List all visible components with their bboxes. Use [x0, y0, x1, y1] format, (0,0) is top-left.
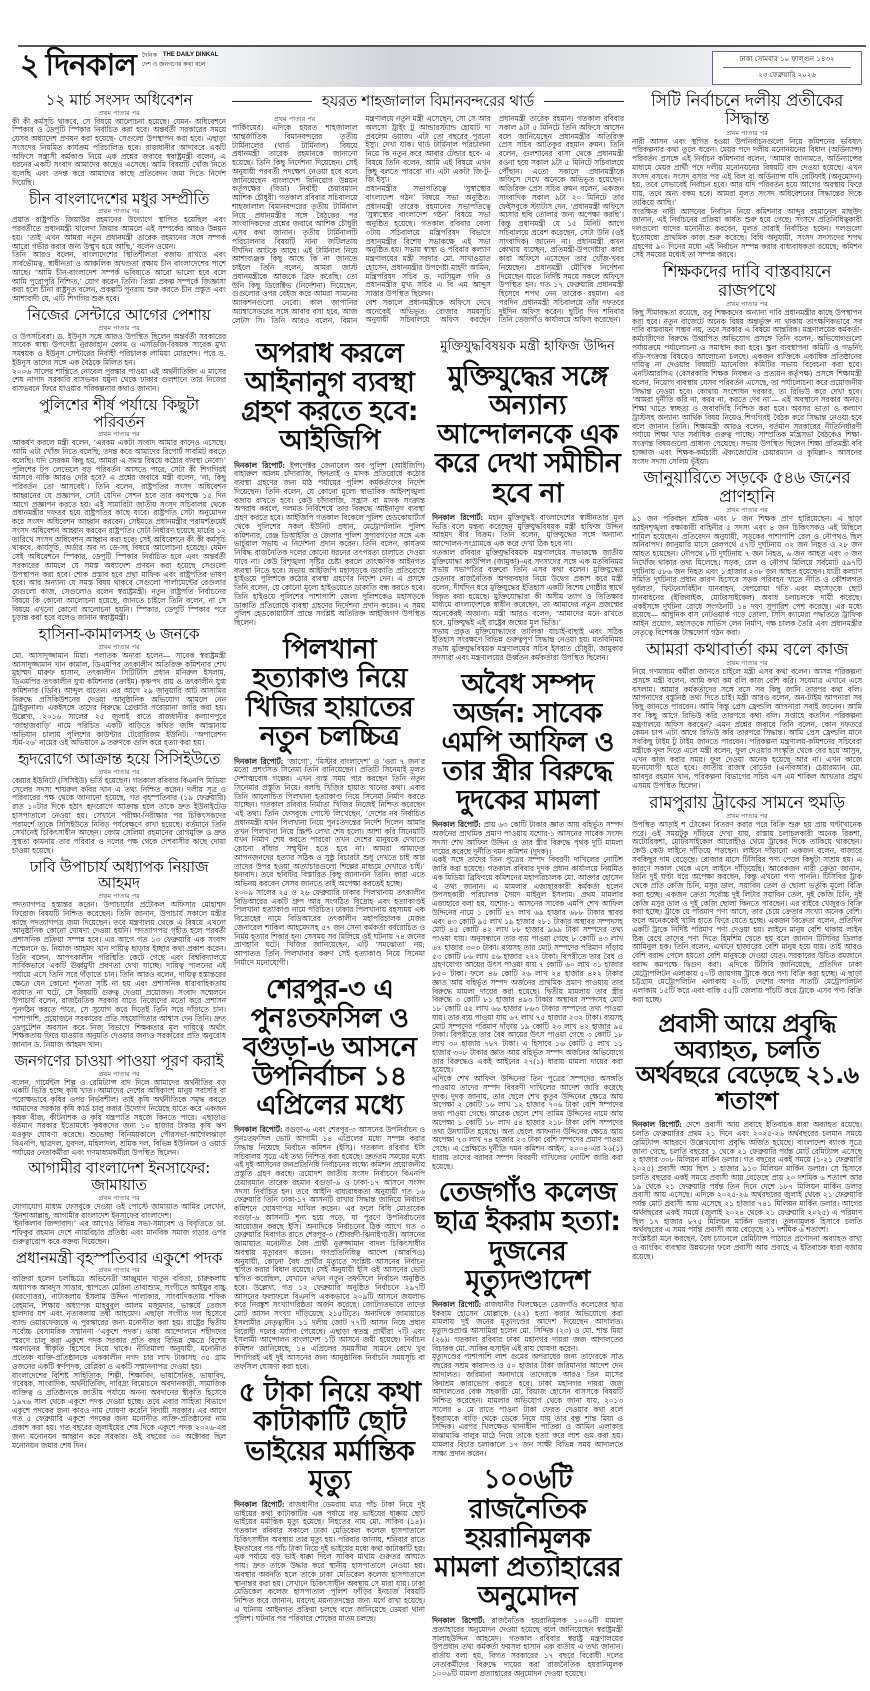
paragraph — [432, 1617, 623, 1678]
article-body — [632, 138, 862, 261]
paragraph-text: বলেন, গার্মেন্টস শিল্প ও রেমিট্যান্স বাদ দিলে আমাদের অর্থনীতির বড় একটি ভিত্তি হচ্ছে কৃষি খাত। আমাদের দেশের অধিকাংশ মানুষ সরাসরি বা পরোক্ষভাবে কৃষির ওপর নির্ভরশীল। তাই কৃষি অর্থনীতিকে সমৃদ্ধ করতে আমাদের সরকার কৃষি কার্ড চালু করার উদ্যোগ নিয়েছে যাতে করে একজন কৃষক বীজ, কীটনাশক ও কৃষি যন্ত্রপাতি সহজে কিনতে পারে। এছাড়াও বর্তমান সরকার ইতোমধ্যে কৃষকদের জন্য ১০ হাজার টাকার কৃষি ঋণ মওকুফ ঘোষণা করেছে। শুভেচ্ছা বিনিময়কালে পৌরসভা-আগৈলঝাড়া বিএনপি, ছাত্রদল, যুবদল, মহিলাদল, শ্রমিক দল, বিভিন্ন ইউনিয়ন ও ওয়ার্ড পর্যায়ের নেতাকর্মীরা এবং গণমাধ্যমকর্মীরা উপস্থিত ছিলেন। — [12, 1077, 226, 1157]
byline: দিনকাল রিপোর্ট: — [432, 1616, 485, 1626]
paragraph-text: মৃত্যুদণ্ডের পাশাপাশি লাশ গুমের অপরাধের জন্য তাদেরকে সাত বছরের সশ্রম কারাদণ্ড ও ৫০ হাজার টাকা জরিমানার আদেশ দেন আদালত। জরিমানা অনাদায়ে তাদেরকে আরও তিন মাসের বিনাশ্রম কারাভোগ করতে হবে। ঢাকা মহানগর দায়রা জজ আদালতের বেঞ্চ সহকারী মো. রিয়াজ হোসেন বাসসকে বিষয়টি নিশ্চিত করেছেন। মামলার অভিযোগ থেকে জানা যায়, ২০১৩ সালের ৪ মে রাতে পাওনা টাকা ফেরত দেওয়ার কথা বলে ইকরামকে বাড়ি থেকে ডেকে নিয়ে যায় তার বন্ধু শান্ত মিয়া ও সিদ্দিক। এরপর খিলক্ষেত থানাধীন পাতিরা ও আমিন এলাকার মাঝামাঝি বালুর মাঠে নিয়ে তাকে হত্যা করে লাশ গুম করা হয়। মামলার বিচার চলাকালে ১৭ জন সাক্ষী বিভিন্ন সময় আদালতে সাক্ষ্য প্রদান করেন। — [432, 1352, 623, 1458]
middle-right-column — [432, 335, 623, 1681]
headline: হৃদরোগে আক্রান্ত হয়ে সিসিইউতে — [17, 750, 221, 769]
paragraph — [12, 901, 226, 1050]
paragraph-text: ব্যক্তিরা হলেন চলচ্চিত্রে অভিনেত্রী আঞ্জুমান খাতুন ববিতা, চারুকলায় অধ্যাপক আবদুস সাত্তার, স্থাপত্যে মেরিনা তাবাশ্যুম, সংগীতে আইয়ুব বাচ্চু (মরণোত্তর), নাট্যকলায় ইসলাম উদ্দিন পালাকার, সাংবাদিকতায় শফিক রেহমান, শিক্ষায় অধ্যাপক মাহবুবুল আলম মজুমদার, ভাস্কর্যে তেজস হালদার যশ এবং নৃত্যকলায় তন্বী আহমেদ। এছাড়া সংগীত দল হিসেবে ব্যান্ড ওয়ারফেজকে এ পুরস্কারের জন্য মনোনীত করা হয়। রাষ্ট্রের দ্বিতীয় সর্বোচ্চ বেসামরিক সম্মাননা ‘একুশে পদক’। ভাষা আন্দোলনে শহীদদের স্মরণে চালু করা একুশে পদক সরকার প্রতি বছর বিভিন্ন ক্ষেত্রে বিশেষ অবদানের স্বীকৃতি হিসেবে দিয়ে থাকে। নীতিমালা অনুযায়ী, মনোনীত প্রত্যেক ব্যক্তি-প্রতিষ্ঠানকে এককালীন নগদ চার লাখ টাকাসহ ৩৫ গ্রাম ওজনের একটি স্বর্ণপদক, রেপ্লিকা ও একটি সম্মাননাপত্র দেওয়া হয়। — [12, 1274, 226, 1371]
paragraph — [632, 1235, 862, 1261]
headline: তেজগাঁও কলেজ ছাত্র ইকরাম হত্যা: দুজনের মৃত্যুদণ্ডাদেশ — [434, 1177, 621, 1296]
continued-label: প্রথম পাতার পর — [726, 659, 768, 668]
divider — [232, 101, 312, 102]
continued-label: প্রথম পাতার পর — [98, 430, 140, 439]
article-body — [12, 777, 226, 856]
paragraph-text: উপস্থিত আড়াই শ টোকেন বিতরণ করার পরে বিক্রি শুরু হয় প্রায় ঘণ্টাখানেক পরে। ওই সময়টুকু দাঁড়িয়ে দেখা যায়, রাস্তায় চলাচলকারী অনেক রিকশা, অটোরিকশা, মোটরসাইকেল আরোহীও থেমে ট্রাকের দিকে তাকিয়ে থাকছেন। কেউ কেউ লাইনে দাঁড়িয়ে পড়ছেন। লাইনে দাঁড়ানো একজন বলেন, বাজারে সবকিছুর দাম বেড়েছে। রোজার মাসে টিসিবির পণ্য পেলে কিছুটা সাশ্রয় হয়। এ কারণে সকাল থেকে এসে লাইনে দাঁড়িয়েছি। আরেকজন নারী ক্রেতা জানান, তিনি দুই ঘণ্টা ধরে অপেক্ষা করছেন, কিন্তু এখনো পণ্য পাননি। টিসিবির ট্রাক থেকে প্রতি কেজি চিনি, মসুর ডাল, সয়াবিন তেল ও ছোলা ভর্তুকি মূল্যে বিক্রি করা হচ্ছে। একজন ক্রেতা সর্বোচ্চ দুই লিটার সয়াবিন তেল, দুই কেজি চিনি, দুই কেজি মসুর ডাল ও দুই কেজি ছোলা কিনতে পারছেন। এর বাইরে খেজুরও বিক্রি করা হচ্ছে। ট্রাকে যে পরিমাণ পণ্য আসে, তার চেয়ে ক্রেতার সংখ্যা অনেক বেশি। ফলে অনেককেই খালি হাতে ফিরে যেতে হচ্ছে। একজন বিক্রেতা বলেন, প্রতিদিন একটি ট্রাকে নির্দিষ্ট পরিমাণ পণ্য দেওয়া হয়। লাইনে মানুষ বেশি থাকায় লাইন ঠিক রেখে তাদের পণ্য দিতে হিমশিম খেতে হয় বলে জানান টিসিবির ডিলার আমিনুল হক। তিনি বলেন, এখানে হাজারের বেশি মানুষ হয়ে যায়। তাই আরও বেশি বরাদ্দ পেলে হয়তো বেশি মানুষকে দেওয়া যেত। সরকারের উচিত রমজানে বরাদ্দ কমপক্ষে দ্বিগুণ করা। এদিকে টিসিবি জানিয়েছে, প্রতিদিন ঢাকা মেট্রোপলিটন এলাকায় ৫০টি জায়গায় ট্রাকে করে পণ্য বিক্রি করা হচ্ছে। এ ছাড়া চট্টগ্রাম মেট্রোপলিটন এলাকায় ২০টি, দেশের অপর সাতটি মেট্রোপলিটন এলাকায় ১৫টি করে এবং বাকি ৫৫টি জেলায় পাঁচটি করে ট্রাকে এসব পণ্য বিক্রি করা হচ্ছে। — [632, 819, 862, 1004]
logo-tag-bn: দৈনিক — [141, 52, 157, 59]
paragraph — [234, 889, 425, 968]
paragraph — [12, 1220, 226, 1246]
headline: শিক্ষকদের দাবি বাস্তবায়নে রাজপথে — [662, 262, 832, 301]
headline: শেরপুর-৩ এ পুনঃতফসিল ও বগুড়া-৬ আসনে উপনির্বাচন ১৪ এপ্রিলের মধ্যে — [242, 973, 417, 1122]
article-body — [12, 652, 226, 748]
paragraph — [632, 208, 862, 261]
article-body — [12, 439, 226, 623]
paragraph-text: ২০০৬ সালের শান্তিতে নোবেল পুরস্কার পাওয়া এই অর্থনীতিবিদ এ মাসের শেষ নাগাদ সরকারি বাসভবন যমুনা থেকে ঢাকার গুলশানে তার নিজের বাসভবনে ফিরে যাওয়ার পরিকল্পনার কথাও জানান। — [12, 366, 226, 394]
paragraph — [632, 138, 862, 208]
article-body — [632, 821, 862, 1005]
paragraph — [12, 368, 226, 394]
headline: মুক্তিযুদ্ধের সঙ্গে অন্যান্য আন্দোলনকে এক করে দেখা সমীচীন হবে না — [434, 361, 621, 509]
continued-label: প্রথম পাতার পর — [98, 207, 140, 216]
article-body — [432, 821, 623, 1171]
article-body — [234, 1501, 425, 1624]
paragraph: পার্কিংয়ের। এদিকে হযরত শাহজালাল আন্তর্জাতিক বিমানবন্দরের তৃতীয় টার্মিনালের (থার্ড টার্মিনাল) বিষয়ে প্রধানমন্ত্রী তারেক রহমানকে জানানো হয়েছে। তিনি কিছু নির্দেশনা দিয়েছেন। সেই অনুযায়ী পরবর্তী পদক্ষেপ নেওয়া হবে বলে জানিয়েছেন বাংলাদেশ বিনিয়োগ উন্নয়ন কর্তৃপক্ষের (বিডা) নির্বাহী চেয়ারম্যান আশিক চৌধুরী। গতকাল রবিবার সচিবালয়ে শাহজালাল বিমানবন্দরের তৃতীয় টার্মিনাল নিয়ে প্রধানমন্ত্রীর সঙ্গে বৈঠকের পর সাংবাদিকদের প্রশ্নের জবাবে আশিক চৌধুরী এসব কথা জানান। তৃতীয় টার্মিনালটি পরিচালনার বিষয়টি নানা জটিলতায় দীর্ঘদিন আটকে আছে। এই টার্মিনাল নিয়ে আশাব্যঞ্জক কিছু আছে কি না জানতে চাইলে তিনি বলেন, আমরা জাস্ট প্রধানমন্ত্রীকে আজকে ব্রিফ করেছি। তো উনি কিছু ডিরেক্টিভ (নির্দেশনা) দিয়েছেন, গুগুলোর ওপর বেইজ করে আমরা সামনের অ্যাকশনগুলো নেবো। কাল জাপানির অ্যাম্বাসেডরের সঙ্গে আবার বসা হবে, আজ লেটস সি। তিনি আরও বলেন, বিমান মন্ত্রণালয়ে নতুন মন্ত্রী এসেছেন, সো সে আর অলসো ট্রাইং টু আন্ডারস্ট্যান্ড হোয়াট দ্য প্রবলেম ওয়াজ। এটা তো বছরের পুরনো ইস্যু। দেখা যাক। থার্ড টার্মিনাল পরিচালনা নিয়ে কি নতুন করে আবার টেন্ডার হবে- এ বিষয়ে তিনি বলেন, আমি এই বিষয়ে এখন কিছু বলতে পারবো না। এটা একটা জি-টু-জি ইস্যু। — [232, 114, 491, 325]
paragraph-text: রাজধানীর ডেমরায় মাত্র পাঁচ টাকা নিয়ে দুই ভাইয়ের কথা কাটাকাটির এক পর্যায়ে বড় ভাইয়ের ধাক্কায় ছোট ভাইয়ের মর্মান্তিক মৃত্যু হয়েছে। নিহতের নাম মো. সাকিব (১৪)। গতকাল রবিবার সকালে ঢাকা মেডিকেল কলেজ হাসপাতালে চিকিৎসাধীন অবস্থায় তার মৃত্যু হয়। পরিবার জানায়, শনিবার রাতে ইফতারের পর পাঁচ টাকা নিয়ে দুই ভাইয়ের মধ্যে কথা কাটাকাটি হয়। এক পর্যায়ে বড় ভাই ধাক্কা দিলে সাকিব মাথায় গুরুতর আঘাত পায়। দ্রুত তাকে উদ্ধার করে স্থানীয় হাসপাতালে নেওয়া হয়। অবস্থার অবনতি হলে তাকে ঢাকা মেডিকেল কলেজ হাসপাতালে স্থানান্তর করা হয়। সেখানে চিকিৎসাধীন অবস্থায় সে মারা যায়। ঢাকা মেডিকেল কলেজ হাসপাতাল পুলিশ ফাঁড়ির ইনচার্জ বিষয়টি নিশ্চিত করে জানান, মরদেহ ময়নাতদন্তের জন্য মর্গে রাখা হয়েছে। এ ঘটনায় আইনগত প্রক্রিয়া চলছে বলে জানিয়েছে ডেমরা থানা পুলিশ। ঘটনার পর পরিবারে শোকের মাতম চলছে। — [234, 1499, 426, 1623]
byline: দিনকাল রিপোর্ট: — [234, 1499, 285, 1509]
headline: ১০০৬টি রাজনৈতিক হয়রানিমূলক মামলা প্রত্যাহারের অনুমোদন — [434, 1464, 621, 1613]
article-body — [234, 758, 425, 968]
paragraph — [432, 821, 623, 856]
headline: নিজের সেন্টারে আগের পেশায় — [27, 305, 211, 324]
paragraph-text: প্রয়াত রাষ্ট্রপতি জিয়াউর রহমানের উদ্যোগে স্থাপিত হয়েছিল এবং পরবর্তীতে প্রধানমন্ত্রী খালেদা জিয়ার আমলে এই সম্পর্কের আরও উন্নয়ন হয়। ‘তাই এখন আমরা নতুন প্রধানমন্ত্রী তারেক রহমানের সঙ্গে সম্পর্ক আরো গভীর করার জন্য উন্মুখ হয়ে আছি,’ বলেন ওয়েন। — [12, 215, 226, 251]
paragraph-text: কেয়ার ইউনিটে (সিসিইউ) ভর্তি হয়েছেন। গতকাল রবিবার বিএনপি মিডিয়া সেলের সদস্য শায়রুল কবির খান এ তথ্য নিশ্চিত করেন। দলীয় সূত্র ও পরিবারের পক্ষ থেকে জানানো হয়েছে, গত বৃহস্পতিবার (১৯ ফেব্রুয়ারি) রাত ১০টার দিকে হঠাৎ হৃদরোগে আক্রান্ত হলে তাকে দ্রুত ইউনাইটেড হাসপাতালে নেওয়া হয়। সেখানে পরীক্ষা-নিরীক্ষার পর চিকিৎসকদের পরামর্শে তাকে সিসিইউতে নিবিড় পর্যবেক্ষণে রাখা হয়েছে। বর্তমানে তিনি সেখানেই চিকিৎসাধীন আছেন। বেগম সেলিমা রহমানের রোগমুক্তি ও দ্রুত সুস্থতা কামনায় তার পরিবার ও দলের পক্ষ থেকে দেশবাসীর কাছে দোয়া চাওয়া হয়েছে। — [12, 775, 226, 855]
article-body — [234, 1126, 425, 1371]
headline: আমরা কথাবার্তা কম বলে কাজ — [645, 639, 849, 660]
continued-label: প্রথম পাতার পর — [726, 506, 768, 515]
continued-label: প্রথম পাতার পর — [98, 1193, 140, 1202]
byline: দিনকাল রিপোর্ট: — [632, 1120, 682, 1130]
article-body — [632, 515, 862, 638]
continued-label: প্রথম পাতার পর — [98, 767, 140, 776]
paragraph-text: সভায় প্রকৃত মুক্তিযোদ্ধাদের তালিকা যাচাই-বাছাই এবং সঠিক ইতিহাস সংরক্ষণে বিভিন্ন গুরুত্বপূর্ণ সিদ্ধান্ত নেওয়া হয়। মতবিনিময় সভায় মুক্তিযুদ্ধবিষয়ক মন্ত্রণালয়ের সচিব ইসরাত চৌধুরী, জামুকার সদস্যরা এবং মন্ত্রণালয়ের ঊর্ধ্বতন কর্মকর্তারা উপস্থিত ছিলেন। — [432, 626, 623, 662]
paragraph-text: ‘জাগো’, ‘মিস্টার বাংলাদেশ’ ও ‘ওরা ৭ জন’র মতো প্রশংসিত সিনেমা তিনি বানিয়েছেন। প্রতিটি সিনেমাই মূলত দেশাত্মবোধ গল্পের। এখন ব্যস্ত সময় পার করছেন তিনি নতুন সিনেমার প্রস্তুতি নিয়ে। বলছি খিজির হায়াত খানের কথা। এবার তিনি আলোচিত পিলখানা হত্যাকাণ্ড নিয়ে সিনেমা নির্মাণ করতে যাচ্ছেন। গতকাল রবিবার নির্মাতা খিজির নিজেই নিশ্চিত করেছেন এই তথ্য। তিনি ফেসবুকে পোস্টে লিখেছেন, ‘দেশের নব নির্বাচিত প্রধানমন্ত্রী যখন পিলখানা নিয়ে পুনঃতদন্তের নির্দেশ দিলেন আমার তখন পিলখানা নিয়ে স্ক্রিপ্ট লেখা শেষ হলো। আশা করি সিনেমাটি যখন নির্মাণ শেষ করতে পারবো তখন দেশের মানুষকে দেখাতে কোনো বাঁধার সম্মুখীন হতে হবে না। আমরা আমাদের আপনজনদের হত্যার সঠিক ও সুষ্ঠু বিচারটা শুধু দেখতে চাই আর তাদের উপর হওয়া অত্যাচারগুলো শিল্পের মাধ্যমে দেখাতে চাই।’ ধন্যবাদ। তবে ছবিটির বিস্তারিত কিছু জানাননি তিনি। কারা এতে অভিনয় করবেন সেসব জানতে তাই অপেক্ষা করতেই হচ্ছে। — [234, 756, 425, 888]
article — [12, 191, 226, 304]
headline: ১২ মার্চ সংসদ অধিবেশন — [45, 91, 193, 109]
article-body — [632, 668, 862, 791]
paragraph — [12, 777, 226, 856]
article — [234, 971, 425, 1372]
article — [234, 631, 425, 968]
logo-tags — [142, 47, 218, 69]
article-body — [432, 1617, 623, 1678]
continued-label: প্রথম পাতার পর — [98, 108, 140, 117]
headline: পুলিশের শীর্ষ পর্যায়ে কিছুটা পরিবর্তন — [39, 395, 199, 431]
paragraph — [432, 1075, 623, 1171]
headline: অপরাধ করলে আইনানুগ ব্যবস্থা গ্রহণ করতে হবে: আইজিপি — [241, 338, 418, 457]
byline: দিনকাল রিপোর্ট: — [432, 820, 481, 830]
article — [432, 335, 623, 663]
paragraph-text: দেশে প্রবাসী আয় প্রবাহে ইতিবাচক ধারা অব্যাহত রয়েছে। চলতি ফেব্রুয়ারির প্রথম ২১ দিনে এবং ২০২৫-২৬ অর্থবছরের চলমান সময়ে রেমিট্যান্স আহরণে উল্লেখযোগ্য প্রবৃদ্ধি অর্জিত হয়েছে। বাংলাদেশ ব্যাংক সূত্রে জানা গেছে, চলতি বছরের ১ থেকে ২১ ফেব্রুয়ারি পর্যন্ত মোট রেমিট্যান্স এসেছে ২ হাজার ৩০৮ মিলিয়ন মার্কিন ডলার। গত বছরের একই সময়ে (১-২১ ফেব্রুয়ারি ২০২৫) প্রবাসী আয় ছিল ১ হাজার ৯১৩ মিলিয়ন মার্কিন ডলার। সে হিসাবে চলতি বছরের একই সময়ে প্রবাসী আয় বেড়েছে প্রায় ২০ দশমিক ৬ শতাংশ আর ১৯ থেকে ২১ ফেব্রুয়ারি পর্যন্ত তিন দিনে দেশে ১৮৭ মিলিয়ন মার্কিন ডলার প্রবাসী আয় এসেছে। এদিকে ২০২৫-২৬ অর্থবছরের জুলাই থেকে ২১ ফেব্রুয়ারি পর্যন্ত মোট প্রবাসী আয় এসেছে ২১ হাজার ৭৪১ মিলিয়ন মার্কিন ডলার। আগের অর্থবছরের একই সময়ে (জুলাই ২০২৪ থেকে ২১ ফেব্রুয়ারি ২০২৫) এ পরিমাণ ছিল ১৭ হাজার ৮৭৫ মিলিয়ন মার্কিন ডলার। তুলনামূলক হিসাবে চলতি অর্থবছরের এ সময় পর্যন্ত প্রবাসী আয় বেড়েছে ২১ দশমিক ৬ শতাংশ। — [632, 1120, 862, 1235]
headline: হাসিনা-কামালসহ ৬ জনকে — [38, 625, 200, 644]
article-body — [234, 462, 425, 628]
paragraph-text: একই সঙ্গে তাদের তিন পুত্রের সম্পদ বিবরণী দাখিলের নোটিশ জারি করা হয়েছে। গতকাল রবিবার দুদক প্রধান কার্যালয়ে নিয়মিত এক মিডিয়া ব্রিফিংয়ে কমিশনের মহাপরিচালক মো. আক্তার হোসেন এ তথ্য জানান। এ মামলার এজাহারকারী কর্মকর্তা হলেন উপসহকারী পরিচালক সৈয়দ মাইনুল ইসলাম। প্রথম মামলার এজাহারে বলা হয়, যশোর-১ আসনের সাবেক এমপি শেখ আফিল উদ্দিনের নামে ১ কোটি ৪৭ লাখ ৬৯ হাজার ৬৮৮ টাকার স্থাবর এবং ৪৩ কোটি ৯৫ লাখ ১৯ হাজার ২৮১ টাকার অস্থাবর সম্পদসহ মোট ৪৫ কোটি ৪২ লাখ ৮৮ হাজার ৯৬৯ টাকা সম্পদের তথ্য পাওয়া যায়। অনুসন্ধানে তার ব্যয় পাওয়া গেছে ৮ কোটি ৪৩ লাখ ৬৭ হাজার ৩০৩ টাকা। ব্যয়সহ তার মোট সম্পদের পরিমাণ দাঁড়ায় ৫৩ কোটি ৮৬ লাখ ৫৬ হাজার ২৭২ টাকা। বিপরীতে তার বৈধ ও গ্রহণযোগ্য আয়ের উৎস পাওয়া যায় ৭ কোটি ৬০ লাখ ৩১ হাজার ৮৫০ টাকা। ফলে ৪৬ কোটি ২৬ লাখ ২৪ হাজার ৪২২ টাকার জ্ঞাত আয় বহির্ভূত সম্পদ অর্জনের প্রাথমিক প্রমাণ পাওয়ায় তার বিরুদ্ধে মামলা দায়ের করা হয়েছে। দ্বিতীয় মামলায় তার স্ত্রীর বিরুদ্ধে ৩ কোটি ৮১ হাজার ৪৯৩ টাকার অস্থাবর সম্পদসহ মোট ১৮ কোটি ৫৫ লাখ ৬৬ হাজার ৮৬৩ টাকার সম্পদের তথ্য পাওয়া যায়। তার ব্যয় পাওয়া যায় ৬৭ লাখ ৭৫ হাজার ২৩২ টাকা। ব্যয়সহ মোট সম্পদের পরিমাণ দাঁড়ায় ১৯ কোটি ২৩ লাখ ৪২ হাজার ৯৫ টাকা। বিপরীতে তার বৈধ আয়ের উৎস পাওয়া গেছে ৩ কোটি ১৮ লাখ ৩০ হাজার ৭৮৭ টাকা। এ হিসাবে ১৬ কোটি ৫ লাখ ১১ হাজার ৩০৮ টাকার জ্ঞাত আয় বহির্ভূত সম্পদ অর্জনের অভিযোগে তার বিরুদ্ধেও একই আইনের ২৭(১) ধারায় মামলা দায়ের করা হয়েছে। — [432, 855, 623, 1075]
paragraph — [234, 462, 425, 628]
kicker: মুক্তিযুদ্ধবিষয়ক মন্ত্রী হাফিজ উদ্দিন — [440, 339, 615, 354]
paragraph-text: ৯১ জন পরিবহন শ্রমিক এবং ৮ জন শিক্ষক প্রাণ হারিয়েছেন। এ ছাড়া আইনশৃঙ্খলা রক্ষাকারী বাহিনীর ৫ সদস্য এবং ৪ জন চিকিৎসকও এই মিছিলে শামিল হয়েছেন। প্রতিবেদন অনুযায়ী, সড়কের পাশাপাশি রেল ও নৌপথও ছিল অনিরাপদ। জানুয়ারি মাসে রেলপথে ৫৭টি দুর্ঘটনায় ৩২ জন নিহত ও ২৮ জন আহত হয়েছেন। নৌপথে ৮টি দুর্ঘটনায় ৭ জন নিহত, ৬ জন আহত এবং ৩ জন নিখোঁজ থাকার তথ্য মিলেছে। সড়ক, রেল ও নৌপথ মিলিয়ে সর্বমোট ৫৯৭টি দুর্ঘটনায় ৫৮৬ জন নিহত এবং ১ হাজার ২৩৮ জন আহত হয়েছেন। যাত্রী কল্যাণ সমিতি দুর্ঘটনার প্রধান কারণ হিসেবে সড়ক পরিবহন খাতে নীতি ও কৌশলগত দুর্বলতা, ফিটনেসবিহীন যানবাহন, বেপরোয়া গতি এবং মহাসড়কে ছোট যানবাহনের (ইজিবাইক, মোটরসাইকেল) অবাধ চলাচলকে দায়ী করেছে। একইসঙ্গে দুর্ঘটনা রোধে সংগঠনটি ১৪ দফা সুপারিশ পেশ করেছে। এর মধ্যে রয়েছে— আধুনিক বাস নেটওয়ার্ক গড়ে তোলা, সিসি ক্যামেরা পদ্ধতিতে ট্রাফিক আইন প্রয়োগ, মহাসড়কে সার্ভিস লেন নির্মাণ, দক্ষ চালক তৈরি এবং প্রধানমন্ত্রীর নেতৃত্বে বিশেষজ্ঞ টাস্কফোর্স গঠন করা। — [632, 514, 862, 637]
headline: অবৈধ সম্পদ অর্জন: সাবেক এমপি আফিল ও তার স্ত্রীর বিরুদ্ধে দুদকের মামলা — [441, 668, 614, 817]
continued-label: প্রথম পাতার পর — [726, 128, 768, 137]
article-body — [12, 118, 226, 188]
paragraph — [632, 515, 862, 638]
article-body — [12, 333, 226, 394]
paragraph-text: ‘ইনকিলাব জিন্দাবাদ।’ এর আগেও বিভিন্ন সভা-সমাবেশ ও বিবৃতিতে ডা. শফিকুর রহমান দেশে ন্যায়বিচার প্রতিষ্ঠা এবং মানবিক সমাজ গড়ার ওপর গুরুত্বারোপ করে বক্তব্য দিয়েছেন। — [12, 1219, 226, 1246]
paragraph — [12, 251, 226, 304]
brand — [20, 47, 218, 85]
paragraph-text: আকর্ষণ করলে মন্ত্রী বলেন, ‘এরকম একটা সংবাদ আমার কানেও এসেছে। আমি এটা খোঁজ নিতে বলেছি, তদন্ত করে আমাদের রিপোর্ট সাবমিট করতে বলেছি। যদি সেরকম কিছু হয়, আমরা এ সমস্ত বিষয়ে কঠোর ব্যবস্থা নেবো।’ পুলিশের টপ লেভেলে বড় পরিবর্তন আসতে পারে, সেটা কী শিগগিরই আসবে নাকি আরও দেরি হবে? এ প্রশ্নের জবাবে মন্ত্রী বলেন, ‘না, কিছু পরিবর্তন তো আসবেই’। তিনি বলেন, রাষ্ট্রপতির সংসদ অধিবেশন আহ্বানের যে প্রজ্ঞাপন, সেটা যেদিন সেশন হবে তার কমপক্ষে ১৫ দিন আগে প্রজ্ঞাপন করতে হয়। এই সামারিটা জাতীয় সংসদ সচিবালয় থেকে প্রধানমন্ত্রীর দফতর হয়ে রাষ্ট্রপতির কাছে যাবে। রাষ্ট্রপতি সেটা অনুমোদন করে সংসদ অধিবেশন আহ্বান করবেন। সেইমতে প্রধানমন্ত্রীর পরামর্শক্রমেই সংসদ অধিবেশন আহ্বান করবেন রাষ্ট্রপতি। সেটা নির্ধারণ হয়েছে মার্চের ১২ তারিখে সংসদ অধিবেশন আহ্বান করা হবে। সেই অধিবেশনে কী কী কর্মসূচি থাকবে, কার্যসূচি, অর্ডার অব দ্য ডে-সহ বিষয়ে আলোচনা হয়েছে। যেমন সেই অধিবেশনে স্পিকার, ডেপুটি স্পিকার নির্বাচিত হবে এবং অন্তর্বর্তী সরকারের আমলে যে সমস্ত অধ্যাদেশ প্রণয়ন করা হয়েছে সেগুলো উপস্থাপন করা হবে। শোক প্রস্তাব হবে প্রথা মাফিক এবং রাষ্ট্রপতির ভাষণ হবে। আর অন্যান্য যে সমস্ত বিষয় থাকবে সেগুলো পার্লামেন্টের রেগুলার যেগুলো কাজ, সেগুলোও বলেন স্বরাষ্ট্রমন্ত্রী। নতুন রাষ্ট্রপতি নির্বাচনের বিষয়ে কি কোনো আলোচনা হয়েছে, জানতে চাইলে তিনি বলেন, না সে বিষয়ে এখনো কোনো আলোচনা হয়নি। স্পিকার, ডেপুটি স্পিকার পরে চূড়ান্ত করা হবে বলেও জানান স্বরাষ্ট্রমন্ত্রী। — [12, 438, 226, 623]
paragraph-text: সংশ্লিষ্টরা মনে করছেন, বৈধ চ্যানেলে রেমিট্যান্স পাঠাতে প্রণোদনা অব্যাহত রাখা ও ব্যাংকিং ব্যবস্থার উন্নয়নের ফলে প্রবাসী আয় প্রবাহে এ ইতিবাচক ধারা বজায় রয়েছে। — [632, 1234, 862, 1261]
article — [432, 666, 623, 1172]
paragraph-text: সংরক্ষিত নারী আসনের নির্বাচন নিয়ে কমিশনার আব্দুর রহমানেল মাছউদ জানান, এই নির্বাচনের প্রক্রিয়া কার্যত শুরু হয়ে গেছে। সংসদে প্রতিনিধিত্বকারী দলগুলো যাদের মনোনীত করবেন, মূলত তারাই নির্বাচিত হবেন। দলগুলো ইতোমধ্যে প্রাথমিক কাজ শুরু করেছে। বিধি অনুযায়ী, সংসদ সদস্যদের শপথ গ্রহণের ৯০ দিনের মধ্যে এই নির্বাচন সম্পন্ন করার বাধ্যবাধকতা রয়েছে; কমিশন সেই সময়ের মধ্যেই তা সম্পন্ন করবে। — [632, 206, 862, 260]
paragraph — [234, 758, 425, 889]
paragraph-text: গতকাল রবিবার মুক্তিযুদ্ধবিষয়ক মন্ত্রণালয়ের সভাকক্ষে জাতীয় মুক্তিযোদ্ধা কাউন্সিল (জামুকা)-এর সদস্যদের সঙ্গে এক মতবিনিময় সভায় সভাপতির বক্তব্যে তিনি এসব কথা বলেন। মুক্তিযুদ্ধের চেতনার রাজনৈতিক অপব্যবহার নিয়ে উদ্বেগ প্রকাশ করে মন্ত্রী বলেন, দীর্ঘদিন ধরে মুক্তিযুদ্ধের ইতিহাস একটি বিশেষ গোষ্ঠীর স্বার্থে বিকৃত করা হয়েছে। মুক্তিযোদ্ধারা কী অসীম ত্যাগ ও তিতিক্ষার মাধ্যমে বাংলাদেশকে স্বাধীন করেছেন, তা আমাদের নতুন প্রজন্মের অনেকেরই অজানা। মন্ত্রী আরও বলেন, ‘আমাদের মনে রাখতে হবে, মুক্তিযুদ্ধই এই রাষ্ট্রের জন্মের মূল ভিত্তি।’ — [432, 547, 623, 627]
paragraph — [12, 439, 226, 623]
logo-tag-row — [142, 51, 218, 60]
article-body — [632, 1121, 862, 1261]
paragraph: বেশ সকালে প্রধানমন্ত্রীকে অফিসে দেখে অনেকেই অভিভূত: রোজার সময়সূচি অনুযায়ী সচিবালয়ে অফিস করছেন প্রধানমন্ত্রী তারেক রহমান। গতকাল রবিবার সকাল ৯টা ৫ মিনিটে তিনি অফিসে আসেন বলে জানিয়েছেন প্রধানমন্ত্রীর অতিরিক্ত প্রেস সচিব আতিকুর রহমান রুমন। তিনি বলেন, গুলশানের বাসা থেকে প্রধানমন্ত্রী রওনা হয়ে সকাল ৯টা ৫ মিনিটে সচিবালয়ে পৌঁছান। এতো সকালে প্রধানমন্ত্রীকে অফিসে দেখে অনেকে অভিভূত হয়েছেন। অতিরিক্ত প্রেস সচিব রুমন বলেন, একজন সাংবাদিক সকাল ৯টা ২০ মিনিটে তার ফেইসবুকে স্ট্যাটাস দেন, ‘প্রধানমন্ত্রী অফিসে আসার ছবি তোলার জন্য অপেক্ষা করছি’। কিন্তু প্রধানমন্ত্রী যে ১৫ মিনিট আগে সচিবালয়ে প্রবেশ করেছেন, সেটা উনি (ওই সাংবাদিক) জানেন না। প্রধানমন্ত্রী কখন কোথায় যাচ্ছেন, প্রতিমন্ত্রী-উপদেষ্টারা কারা কারা অফিসে এসেছেন তার খোঁজ-খবর নিয়েছেন। প্রধানমন্ত্রী মৌখিক নির্দেশনা দিয়েছেন যাতে নির্দিষ্ট সময়ে সকলে অফিসে উপস্থিত হন। গত ১৭ ফেব্রুয়ারি প্রধানমন্ত্রী হিসেবে শপথ নেন তারেক রহমান। এর পরদিন প্রধানমন্ত্রী সচিবালয়ে তাঁর দফতরে দুইদিন অফিস করেন। ছুটির দিন শনিবার তিনি তেজগাঁও কার্যালয়ে অফিস করেছেন। — [365, 114, 624, 325]
article — [632, 641, 862, 791]
article-third-terminal — [232, 93, 624, 325]
paragraph-text: ও উপসচিবরা। ড. ইউনূস সঙ্গে আরও উপস্থিত ছিলেন অন্তর্বর্তী সরকারের সাবেক স্বাস্থ্য উপদেষ্টা নুরজাহান বেগম ও এসডিজি-বিষয়ক সাবেক মুখ্য সমন্বয়ক ও ইউনূস সেন্টারের নির্বাহী পরিচালক লামিয়া মোরশেদ। পরে ড. ইউনূস তাদের সঙ্গে এক বৈঠকে মিলিত হন। — [12, 331, 226, 367]
article-body — [12, 216, 226, 304]
paragraph — [12, 1079, 226, 1158]
middle-left-column — [234, 335, 425, 1626]
article-body — [432, 1301, 623, 1459]
paragraph-text: প্রায় ৬৩ কোটি টাকার জ্ঞাত আয় বহির্ভূত সম্পদ অর্জনের প্রাথমিক প্রমাণ পাওয়ায় যশোর-১ আসনের সাবেক সংসদ সদস্য শেখ আফিল উদ্দিন ও তার স্ত্রীর বিরুদ্ধে পৃথক দুটি মামলা দায়ের করেছে দুর্নীতি দমন কমিশন (দুদক)। — [432, 820, 624, 856]
paragraph — [12, 652, 226, 748]
paragraph-text: মহান মুক্তিযুদ্ধই বাংলাদেশের স্বাধীনতার মূল ভিত্তি বলে মন্তব্য করেছেন মুক্তিযুদ্ধবিষয়ক মন্ত্রী হাফিজ উদ্দিন আহমদ বীর বিক্রম। তিনি বলেন, মুক্তিযুদ্ধের সঙ্গে অন্যান্য আন্দোলন-সংগ্রামকে এক করে দেখা ঠিক হবে না। — [432, 512, 624, 549]
byline: দিনকাল রিপোর্ট: — [432, 512, 484, 522]
date-box — [712, 51, 862, 85]
paragraph — [12, 333, 226, 368]
article-body — [12, 1203, 226, 1247]
divider — [544, 101, 624, 102]
headline: প্রধানমন্ত্রী বৃহস্পতিবার একুশে পদক — [15, 1248, 223, 1267]
headline: রামপুরায় ট্রাকের সামনে হুমড়ি — [649, 792, 845, 813]
article — [632, 263, 862, 466]
date-gregorian: ২৩ ফেব্রুয়ারি ২০২৬ — [758, 71, 816, 79]
paragraph-text: কী কী কর্মসূচি থাকবে, সে বিষয়ে আলোচনা হয়েছে। যেমন- অধিবেশনে স্পিকার ও ডেপুটি স্পিকার নির্বাচিত করা হবে। অন্তর্বর্তী সরকারের সময়ে যেসব অধ্যাদেশ প্রণয়ন করা হয়েছে- সেগুলো উপস্থাপন করা হবে। এছাড়া সংসদের নিয়মিত কার্যক্রম পরিচালিত হবে। রাজধানীর আদাবরে একটি অফিসে সন্ত্রাসী কর্মকাণ্ড নিয়ে এক প্রশ্নের জবাবে স্বরাষ্ট্রমন্ত্রী বলেন, এ ধরনের একটি সংবাদ আমাদের কাছেও এসেছে। আমি বিষয়টি খোঁজ নিতে বলেছি এবং তদন্ত করে আমাদের কাছে প্রতিবেদন জমা দিতে নির্দেশ দিয়েছি। — [12, 116, 226, 187]
byline: দিনকাল রিপোর্ট: — [432, 1299, 482, 1309]
continued-label: প্রথম পাতার পর — [273, 115, 316, 124]
continued-label: প্রথম পাতার পর — [98, 642, 140, 651]
paragraph — [632, 668, 862, 791]
article-body — [12, 901, 226, 1050]
byline: দিনকাল রিপোর্ট: — [234, 460, 285, 470]
paragraph-text: বগুড়া-৬ এবং শেরপুর-৩ আসনের উপনির্বাচন ও পুনঃতফসিল ভোট আগামী ১৪ এপ্রিলের মধ্যে সম্পন্ন করার সিদ্ধান্ত নিয়েছে নির্বাচন কমিশন (ইসি)। গতকাল রবিবার ইসি সচিবালয় সূত্রে এই তথ্য নিশ্চিত করা হয়েছে। দ্রুততম সময়ের মধ্যে এই দুই আসনের জনপ্রতিনিধি নির্বাচনের লক্ষ্যে কমিশন প্রয়োজনীয় প্রস্তুতি গ্রহণ করছে। ত্রয়োদশ জাতীয় সংসদ নির্বাচনে বিএনপি চেয়ারম্যান তারেক রহমান বগুড়া-৬ ও ঢাকা-১৭ আসনে সংসদ সদস্য নির্বাচিত হন। তবে আইনি বাধ্যবাধকতা অনুযায়ী গত ১৬ ফেব্রুয়ারি তিনি ঢাকা-১৭ আসনটি রাখার সিদ্ধান্ত জানিয়ে নির্বাচন কমিশনে ঘোষণাপত্র দাখিল করেন। এর ফলে বিধি মোতাবেক বগুড়া-৬ আসনটি শূন্য হয়ে পড়ে, যা পূরণে উপনির্বাচনের আয়োজন করছে ইসি। অন্যদিকে নির্বাচনের ঠিক আগে গত ৩ ফেব্রুয়ারি দিবাগত রাতে শেরপুর-৩ (শ্রীবরদী-ঝিনাইগাতী) আসনের জামায়াত মনোনীত বৈধ প্রার্থী নুরুজ্জামান বাদল চিকিৎসাধীন অবস্থায় মৃত্যুবরণ করেন। গণপ্রতিনিধিত্ব আদেশ (আরপিও) অনুযায়ী, কোনো বৈধ প্রার্থীর মৃত্যুতে সংশ্লিষ্ট আসনের নির্বাচন স্থগিত করার বিধান রয়েছে। সেই অনুযায়ী ইসি ওই আসনের ভোট স্থগিত করেছিল, যেখানে এখন নতুন তফসিলে নির্বাচন অনুষ্ঠিত হবে। উল্লেখ্য, গত ১২ ফেব্রুয়ারি অনুষ্ঠিত নির্বাচনে ২৯৭টি আসনের ফলাফলে বিএনপি এককভাবে ২০৯টি আসনে জয়লাভ করে নিরঙ্কুশ সংখ্যাগরিষ্ঠতা অর্জন করেছে। জোটগতভাবে তাদের মোট আসন সংখ্যা দাঁড়িয়েছে ২১৫টিতে। অন্যদিকে জামায়াতে ইসলামীর নেতৃত্বাধীন ১১ দলীয় জোট ৭৭টি আসন নিয়ে প্রধান বিরোধী দলের মর্যাদা পেয়েছে। এছাড়া স্বতন্ত্র প্রার্থীরা ৭টি এবং ইসলামী আন্দোলন বাংলাদেশ ১টি আসনে জয়ী হয়েছে। নির্বাচন কমিশন জানিয়েছে, ১৪ এপ্রিলের সময়সীমা সামনে রেখে খুব শিগগিরই এই দুই আসনের জন্য আনুষ্ঠানিক নির্বাচনি সময়সূচি বা তফসিল ঘোষণা করা হবে। — [234, 1125, 425, 1371]
paragraph-text: বাংলাদেশের বিশিষ্ট সাহিত্যিক, শিল্পী, শিক্ষাবিদ, ভাষাসৈনিক, ভাষাবিদ, গবেষক, সাংবাদিক, অর্থনীতিবিদ, দারিদ্র্য বিমোচনে অবদানকারী, সামাজিক ব্যক্তিত্ব ও প্রতিষ্ঠানকে জাতীয় পর্যায়ে অনন্য অবদানের স্বীকৃতি হিসেবে ১৯৭৬ সাল থেকে একুশে পদক দেওয়া হচ্ছে। তবে এবার সাহিত্য বিভাগে একুশে পদকের জন্য কারও নাম ঘোষণা করেনি বিদায়ী সরকার। এর আগে গত ৫ ফেব্রুয়ারি একুশে পদকের জন্য মনোনীত ব্যক্তি-প্রতিষ্ঠানের নাম প্রকাশ করা হয়। গত বছরের জুলাইয়ের শেষ দিকে একুশে পদক ২০২৬-এর জন্য মনোনয়ন আহ্বান করে সরকার। ওই বছরের ৩০ অক্টোবর ছিল মনোনয়ন জমার শেষ দিন। — [12, 1370, 226, 1450]
article — [12, 859, 226, 1050]
byline: দিনকাল রিপোর্ট: — [234, 1125, 283, 1135]
paragraph-text: রাজধানীর খিলক্ষেতে তেজগাঁও কলেজের ছাত্র ইকরাম হোসেন মোল্লাকে (২২) হত্যা করার অভিযোগে করা মামলায় দুই জনের মৃত্যুদণ্ডের আদেশ দিয়েছেন আদালত। মৃত্যুদণ্ডপ্রাপ্ত আসামিরা হলেন মো. সিদ্দিক (২৩) ও মো. শান্ত মিয়া (২৬)। গতকাল রবিবার ঢাকা মহানগর দায়রা জজ আদালতের বিচারক মো. সাকিব হুসাইন এই রায় ঘোষণা করেন। — [432, 1299, 624, 1353]
paragraph — [432, 856, 623, 1075]
article — [12, 307, 226, 394]
headline: পিলখানা হত্যাকাণ্ড নিয়ে খিজির হায়াতের নতুন চলচ্চিত্র — [246, 633, 413, 753]
headline: জানুয়ারিতে সড়কে ৫৪৬ জনের প্রাণহানি — [643, 468, 851, 507]
paragraph — [432, 549, 623, 628]
article — [234, 1374, 425, 1623]
paragraph — [632, 309, 862, 467]
headline: জনগণের চাওয়া পাওয়া পূরণ করাই — [14, 1051, 224, 1070]
masthead — [18, 45, 866, 87]
article — [432, 1461, 623, 1678]
page-number: ২ — [20, 48, 40, 83]
paragraph — [632, 821, 862, 1005]
continued-label: প্রথম পাতার পর — [98, 892, 140, 901]
paragraph-text: কিছু সীমাবদ্ধতা রয়েছে, তবু শিক্ষকদের অন্যান্য দাবি প্রধানমন্ত্রীর কাছে উপস্থাপন করা হবে। নতুন বাজেটে অনেক বিষয় অন্তর্ভুক্ত না থাকায় তাৎক্ষণিকভাবে সব দাবি বাস্তবায়ন সম্ভব নয়, তবে সরকার এ বিষয়ে আন্তরিক। মন্ত্রণালয়ের কর্মকর্তা-কর্মচারীদের বিরুদ্ধে উত্থাপিত অভিযোগ প্রসঙ্গে তিনি বলেন, অভিযোগগুলো পর্যায়ক্রমে পর্যালোচনা ও সমাধান করা হবে। স্কুল ব্যবস্থাপনা কমিটি ও গভর্নিং বডি-সংক্রান্ত বিষয়েও আলোচনা চলছে। একজন ব্যক্তিকে একাধিক প্রতিষ্ঠানের দায়িত্ব না দেওয়ার বিষয়টি ম্যানেজিং কমিটির সভায় বিবেচনা করা হবে। এনটিআরসিএ (বেসরকারি শিক্ষক নিবন্ধন ও প্রত্যয়ন কর্তৃপক্ষ) প্রসঙ্গে শিক্ষামন্ত্রী বলেন, নিয়োগ ব্যবস্থায় যেসব পরিবর্তন এসেছে, তা পর্যালোচনা করে প্রয়োজনীয় সিদ্ধান্ত নেওয়া হবে। কোথায় সংশোধন দরকার, তা রিভিউ করে দেখা হবে। ‘আমরা দুর্নীতি করি না, করব না, করতে দেব না’— এই অবস্থানে সরকার অনড়। শিক্ষা খাতে স্বচ্ছতা ও জবাবদিহি নিশ্চিত করা হবে। অবসর ভাতা ও কল্যাণ ট্রাস্টসহ অন্যান্য আর্থিক বিষয় নিয়েও শিগগিরই বৈঠক করে সিদ্ধান্ত নেওয়া হবে বলে জানান তিনি। শিক্ষামন্ত্রী আরও বলেন, বর্তমান সরকারের নীতিনির্ধারণী পর্যায়ে শিক্ষা খাত সর্বাধিক গুরুত্ব পাচ্ছে। সাম্প্রতিক মন্ত্রিসভা বৈঠকেও শিক্ষা-সংক্রান্ত বিষয়গুলো প্রাধান্য পেয়েছে। সভায় উপস্থিত ছিলেন শিক্ষা প্রতিমন্ত্রী ববি হাজ্জাজ এবং শিক্ষক-কর্মচারী ঐক্যজোটের চেয়ারম্যান ও কুমিল্লা-২ আসনের সংসদ সদস্য সেলিম ভূঁইয়া। — [632, 307, 862, 466]
paragraph-text: এদিকে শেখ আফিল উদ্দিনের তিন পুত্রের সম্পদের অসঙ্গতি পাওয়ায় তাদের সম্পদ বিবরণী দাখিলের আদেশ জারি করেছে দুদক। দুদক জানায়, তার ছেলে শেখ কুতুব উদ্দিনের ক্ষেত্রে আয় অপেক্ষা ২ কোটি ১৬ লাখ ১২ হাজার ৭০৬ টাকা বেশি সম্পদের তথ্য পাওয়া গেছে। আরেক ছেলে শেখ তামিম উদ্দিনের নামে আয় অপেক্ষা ১ কোটি ১৮ লাখ ৫৪ হাজার ২১৮ টাকা বেশি সম্পদের তথ্য উদঘাটিত হয়েছে। অন্য ছেলে আফনান উদ্দিনের ক্ষেত্রে আয় অপেক্ষা ৭৩ লাখ ৭৪ হাজার ২৩ টাকা বেশি সম্পদের প্রমাণ পাওয়া গেছে। এ প্রেক্ষিতে দুর্নীতি দমন কমিশন আইন, ২০০৪-এর ২৬(১) ধারায় তাদের বরাবর সম্পদ বিবরণী দাখিলের নোটিশ জারি করা হয়েছে। — [432, 1074, 623, 1171]
article-body — [12, 1079, 226, 1158]
right-column — [632, 92, 862, 1264]
paragraph — [432, 514, 623, 549]
article — [12, 92, 226, 188]
paragraph — [12, 1275, 226, 1371]
headline: আগামীর বাংলাদেশ ইনসাফের: জামায়াত — [27, 1159, 211, 1195]
newspaper-logo: দিনকাল — [45, 48, 136, 83]
headline: ৫ টাকা নিয়ে কথা কাটাকাটি ছোট ভাইয়ের মর্মান্তিক মৃত্যু — [238, 1377, 421, 1496]
article — [432, 1174, 623, 1458]
article — [234, 335, 425, 628]
article — [632, 92, 862, 260]
paragraph-text: নিয়ে গণমাধ্যম কর্মীরা জানতে চাইলে মন্ত্রী এসব কথা বলেন। আসন্ন পরিকল্পনা প্রসঙ্গে মন্ত্রী বলেন, আমি কথা কম বলি কাজ বেশি করি। সবেমাত্র এখানে এসে বসলাম। আমার কর্মকর্তাদের সঙ্গে বসে সব কিছু জানি তারপর কথা বলি। আপনাদের বস্তুনিষ্ঠ তথ্য দিতে চাই। মন্ত্রী আরও বলেন, অন-টাইম আপনারা সব কিছু জানতে পারবেন। আমি কিন্তু প্রেস ফ্রেন্ডলি আপনারা সবাই জানেন। আমি সব কিছু আগে রিভিউ করি তারপরে কথা বলি। সপ্তাহে কতদিন পরিকল্পনা মন্ত্রণালয়ে অফিস করবেন? এমন প্রশ্নের জবাবে তিনি বলেন, কোন দফতরে কেমন চাপ এটা আগে রিভিউ করি তারপরে সিদ্ধান্ত। আমি প্রেস ফ্রেন্ডলি মানে সবকিছু টাইম টু টাইম জানতে পারবেন। পরিকল্পনা মন্ত্রণালয়-কমিশনের সচিবেরা মন্ত্রীকে ফুল দিতে এলে মন্ত্রী বলেন, ফুল দেওয়ার সংস্কৃতি থেকে বের হয়ে আসুন, এখন কাজ করার সময়। ফুল দেওয়া অনেক হয়েছে আর না। এখন কাজে মনোযোগী হতে হবে। জাতীয় রাজস্ব বোর্ডের (এনবিআর) চেয়ারম্যান মো. আবদুর রহমান খান, পরিকল্পনা বিভাগের সচিব এস এম শাকিল আখতার প্রমুখ এসময় উপস্থিত ছিলেন। — [632, 667, 862, 790]
paragraph — [12, 216, 226, 251]
article-body — [632, 309, 862, 467]
paragraph-text: তিনি আরও বলেন, বাংলাদেশের স্থিতিশীলতা বজায় রাখতে এবং সার্বভৌমত্ব, স্বাধীনতা ও আঞ্চলিক অখণ্ডতা রক্ষায় চীন বাংলাদেশের পাশে আছে। ‘আমি চীন-বাংলাদেশ সম্পর্ক ভবিষ্যতে আরো ভালো হবে বলে আমি পুরোপুরি নিশ্চিত,’ যোগ করেন তিনি। তিস্তা প্রকল্প সম্পর্কে জিজ্ঞাসা করা হলে চীনা রাষ্ট্রদূত বলেন, প্রকল্পটি পুনরায় শুরু করতে চীন প্রস্তুত এবং আশাবাদী যে, এটি শিগগির শুরু হবে। — [12, 250, 226, 304]
paragraph — [234, 1501, 425, 1624]
article — [632, 1008, 862, 1262]
byline: দিনকাল রিপোর্ট: — [234, 756, 284, 766]
article — [12, 1053, 226, 1157]
continued-label: প্রথম পাতার পর — [98, 323, 140, 332]
paragraph — [12, 1203, 226, 1221]
article — [12, 1250, 226, 1451]
paragraph-text: মো. আসাদুজ্জামান মিয়া। পলাতক অন্যরা হলেন— সাবেক স্বরাষ্ট্রমন্ত্রী আসাদুজ্জামান খান কামাল, ডিএমপির তৎকালীন অতিরিক্ত কমিশনার শেখ মুহাম্মদ মারুফ হাসান, তৎকালীন সিটিটিসি প্রধান মনিরুল ইসলাম, ডিএমপির তৎকালীন যুগ্ম কমিশনার (ক্রাইম) কৃষ্ণপদ রায় ও তৎকালীন যুগ্ম কমিশনার (ডিবি) আব্দুল বাতেন। এর আগে ২৯ জানুয়ারি আট আসামির বিরুদ্ধে প্রসিকিউশনের দেওয়া আনুষ্ঠানিক অভিযোগ আমলে নেন ট্রাইব্যুনাল। একইসঙ্গে তাদের বিরুদ্ধে গ্রেপ্তারি পরোয়ানা জারি করা হয়। উল্লেখ্য, ২০১৬ সালের ২৫ জুলাই রাতে রাজধানীর কল্যাণপুরে ‘জাহাজবাড়ি’ নামে পরিচিত একটি বাড়িতে কথিত জঙ্গি আস্তানায় অভিযান চালায় পুলিশের কাউন্টার টেরোরিজম ইউনিট। ‘অপারেশন স্টর্ম-২৬’ নামের ওই অভিযানে ৯ তরুণকে গুলি করে হত্যা করা হয়। — [12, 650, 226, 748]
paragraph — [432, 1301, 623, 1354]
left-column — [12, 92, 226, 1453]
paragraph: প্রধানমন্ত্রীর সভাপতিত্বে ‘সুস্বাস্থ্যের বাংলাদেশ গঠন’ বিষয়ে সভা অনুষ্ঠিত: প্রধানমন্ত্রী তারেক রহমানের সভাপতিত্বে ‘সুস্বাস্থ্যের বাংলাদেশ গঠন’ বিষয়ে সভা অনুষ্ঠিত হয়েছে। গতকাল রবিবার বেলা ৩টায় সচিবালয়ে মন্ত্রিপরিষদ বিভাগে প্রধানমন্ত্রীর বিশেষ সভাকক্ষে এই সভা অনুষ্ঠিত হয়। সভায় স্বাস্থ্য ও পরিবার কল্যাণ মন্ত্রণালয়ের মন্ত্রী সরদার মো. সাখাওয়াত হোসেন, প্রধানমন্ত্রীর উপদেষ্টা মাহদী আমিন, মন্ত্রিপরিষদ সচিব ড. নাসিমুল গনি ও প্রধানমন্ত্রীর মুখ্য সচিব এ বি এম আব্দুস সাত্তার উপস্থিত ছিলেন। — [365, 184, 491, 299]
paragraph-text: পদত্যাগপত্র হস্তান্তর করেন। উপাচার্যের প্রটোকল অফিসার মোহাম্মদ ফিরোজ বিষয়টি নিশ্চিত করেছেন। তিনি জানান, উপাচার্য সকালে মন্ত্রীর কাছে পদত্যাগপত্র জমা দিয়েছেন। তবে মন্ত্রণালয় থেকে এ বিষয়ে এখনো আনুষ্ঠানিক কোনো ঘোষণা দেওয়া হয়নি। পদত্যাগপত্র গৃহীত হলে পরবর্তী প্রশাসনিক প্রক্রিয়া সম্পন্ন হবে। এর আগে গত ১৩ ফেব্রুয়ারি এক সংবাদ সম্মেলনে ড. নিয়াজ আহমদ খান দায়িত্ব ছাড়ার ইচ্ছার কথা প্রকাশ করেন। তিনি বলেন, আপৎকালীন পরিস্থিতি কেটে গেছে এবং বিশ্ববিদ্যালয়ে সার্বিকভাবে একটি ঊর্ধ্বমুখী প্রবণতা দেখা যাচ্ছে। দায়িত্ব পালনের এই পর্যায়ে এসে তিনি সরে দাঁড়াতে চান। তিনি আরও বলেন, দায়িত্ব হস্তান্তরের ক্ষেত্রে যেন কোনো শূন্যতা সৃষ্টি না হয় এবং প্রশাসনিক ধারাবাহিকতায় ব্যাঘাত না ঘটে, সে বিষয়টি গুরুত্ব দেওয়া প্রয়োজন। সংবাদ সম্মেলনে উপাচার্য বলেন, রাজনৈতিক সরকার যাতে নিজেদের মতো করে প্রশাসন পুনর্গঠন করতে পারে, সে সুযোগ করে দিতেই তিনি সরে দাঁড়াতে চান। পাশাপাশি, প্রয়োজনে সরকারের প্রতি সহযোগিতার আশ্বাস দেন তিনি। দ্রুত ডেপুটেশন অবসান করে নিজ বিভাগে শিক্ষকতার মূল দায়িত্বে অর্থাৎ শিক্ষকতায় ফিরে যাওয়ার অনুমতি দেওয়ার জন্যও সরকারের প্রতি অনুরোধ জানান ড. নিয়াজ আহমদ খান। — [12, 900, 226, 1050]
paragraph — [632, 1121, 862, 1235]
paragraph — [12, 118, 226, 188]
article — [12, 751, 226, 855]
slogan: দেশ ও জনগণের কথা বলে — [141, 61, 206, 68]
article — [12, 397, 226, 623]
article-body — [232, 115, 624, 325]
headline: সিটি নির্বাচনে দলীয় প্রতীকের সিদ্ধান্ত — [650, 91, 844, 130]
headline: ঢাবি উপাচার্য অধ্যাপক নিয়াজ আহমদ — [29, 857, 209, 893]
paragraph-text: নারী আসন এবং স্থগিত হওয়া উপনির্বাচনগুলো নিয়ে কমিশনের ভবিষ্যৎ পরিকল্পনার কথা তুলে ধরেন। মেয়র পদে দলীয় মনোনয়নের বিধান (অর্ডিন্যান্স) পরিবর্তন প্রসঙ্গে এই নির্বাচন কমিশনার বলেন, ‘আমার জানামতে, অর্ডিন্যান্সের মাধ্যমে মেয়র প্রার্থী পদে দলীয় মনোনয়নের বিষয়টি বাদ দেওয়া হয়েছে। এখন সংসদ বসবে। সংসদ বসার পর এই বিল বা অর্ডিন্যান্স যদি রেটিফাই (অনুমোদন) হয়, তবে সেভাবেই নির্বাচন হবে। আর যদি পরিবর্তন হয়ে আগের অবস্থায় ফিরে যায়, তবে অন্য রকম হবে। আমরা মূলত সংসদ অধিবেশনের সিদ্ধান্তের দিকে তাকিয়ে আছি।’ — [632, 136, 862, 207]
article — [632, 794, 862, 1005]
continued-label: প্রথম পাতার পর — [726, 811, 768, 820]
article-body — [12, 1275, 226, 1450]
continued-label: প্রথম পাতার পর — [726, 299, 768, 308]
headline: চীন বাংলাদেশের মধুর সম্প্রীতি — [28, 189, 210, 208]
paragraph — [234, 1126, 425, 1371]
paragraph-text: যোগাযোগ মাধ্যম ফেসবুকে দেওয়া ওই পোস্টে জামায়াত আমির লেখেন, ‘ইনশাআল্লাহ, আগামীর বাংলাদেশ ইনসাফের বাংলাদেশ। — [12, 1201, 226, 1220]
continued-label: প্রথম পাতার পর — [98, 1266, 140, 1275]
article — [12, 1160, 226, 1246]
logo-tag-en: THE DAILY DINKAL — [162, 52, 219, 58]
date-bengali: ঢাকা সোমবার ১০ ফাল্গুন ১৪৩২ — [723, 52, 851, 68]
paragraph — [432, 628, 623, 663]
paragraph-text: ২০০৯ সালের ২৫ ও ২৬ ফেব্রুয়ারি ঢাকার পিলখানায় তৎকালীন বিডিআরের একটি গ্রুপ আর সংগঠিত বিদ্রোহ এবং হত্যাকাণ্ডই পিলখানা হত্যাকাণ্ড নামে পরিচিত। ঢাকার পিলখানায় রহস্যময় এক বিদ্রোহের নামে বিডিআরের তৎকালীন মহাপরিচালক মেজর জেনারেল শাকিল আহমেদসহ ৫৭ জন সেনা কর্মকর্তা বর্বরোচিত ও নির্মম হত্যার শিকার হন। সেসময় সব মিলিয়ে ওই ঘটনায় ৭৪ জনের প্রাণহানি ঘটে। খিজির জানিয়েছেন, এটি ‘সমঝোতা’ নয়; আপাতত তিনি পিলখানার করুণ সেই হত্যাকাণ্ড নিয়ে সিনেমা নির্মাণে মনোযোগী। — [234, 887, 425, 967]
paragraph-text: রাজনৈতিক হয়রানিমূলক ১০০৬টি মামলা প্রত্যাহারের অনুমোদন দেওয়া হয়েছে বলে জানিয়েছেন স্বরাষ্ট্রমন্ত্রী সালাহউদ্দিন আহমেদ। গতকাল রবিবার স্বরাষ্ট্র মন্ত্রণালয়ের উপপ্রধান তথ্য কর্মকর্তা ফয়সল হাসান এক বার্তায় এ তথ্য জানান। বার্তায় বলা হয়, বিগত সরকারের ১৭ বছরে বিরোধী দলের নেতাকর্মীদের বিরুদ্ধে দায়ের করা রাজনৈতিক হয়রানিমূলক ১০০৬টি মামলা প্রত্যাহারের অনুমোদন দেওয়া হয়েছে। — [432, 1616, 623, 1678]
article — [632, 469, 862, 637]
headline: হযরত শাহজালাল বিমানবন্দরের থার্ড — [322, 92, 534, 110]
paragraph — [432, 1353, 623, 1458]
paragraph — [12, 1372, 226, 1451]
article-body — [432, 514, 623, 663]
paragraph-text: ইন্সপেক্টর জেনারেল অব পুলিশ (আইজিপি) বাহারুল আলম চাঁদাবাজি, ছিনতাই ও মাদক প্রতিরোধে কঠোর ব্যবস্থা গ্রহণের জন্য মাঠ পর্যায়ের পুলিশ কর্মকর্তাদের নির্দেশ দিয়েছেন। তিনি বলেন, যে কোনো মূল্যে স্বাভাবিক আইনশৃঙ্খলা বজায় রাখতে হবে। কেউ চাঁদাবাজি, সন্ত্রাস বা মাদক সংক্রান্ত অপরাধ করলে, দলমত নির্বিশেষে তার বিরুদ্ধে আইনানুগ ব্যবস্থা গ্রহণ করতে হবে। আইজিপি গতকাল বিকেলে পুলিশ হেডকোয়ার্টার্স থেকে পুলিশের সকল ইউনিট প্রধান, মেট্রোপলিটন পুলিশ কমিশনার, রেঞ্জ ডিআইজি ও জেলার পুলিশ সুপারগণের সঙ্গে এক ভার্চুয়াল সভায় এ নির্দেশনা প্রদান করেন। তিনি বলেন, কার্যক্রম নিষিদ্ধ রাজনৈতিক দলের কোনো ধরনের তৎপরতা চালাতে দেওয়া যাবে না। কেউ বিশৃঙ্খলা সৃষ্টির চেষ্টা করলে তাৎক্ষণিক আইনগত ব্যবস্থা নিতে হবে। সভায় আইজিপি মহাসড়কে ডাকাতি প্রতিরোধে হাইওয়ে পুলিশকে কঠোর ব্যবস্থা গ্রহণের নির্দেশ দেন। এ প্রসঙ্গে তিনি বলেন, যে কোনো মূল্যে হাইওয়েতে ডাকাতি বন্ধ করতে হবে। তিনি হাইওয়ে পুলিশের পাশাপাশি জেলা পুলিশকেও মহাসড়কে ডাকাতি প্রতিরোধে ব্যবস্থা গ্রহণের নির্দেশনা প্রদান করেন। এ সময় পুলিশ হেডকোয়ার্টার্স প্রান্তে সংশ্লিষ্ট অতিরিক্ত আইজিগণ উপস্থিত ছিলেন। — [234, 460, 425, 628]
headline: প্রবাসী আয়ে প্রবৃদ্ধি অব্যাহত, চলতি অর্থবছরে বেড়েছে ২১.৬ শতাংশ — [635, 1009, 859, 1116]
continued-label: প্রথম পাতার পর — [98, 1069, 140, 1078]
article — [12, 626, 226, 748]
